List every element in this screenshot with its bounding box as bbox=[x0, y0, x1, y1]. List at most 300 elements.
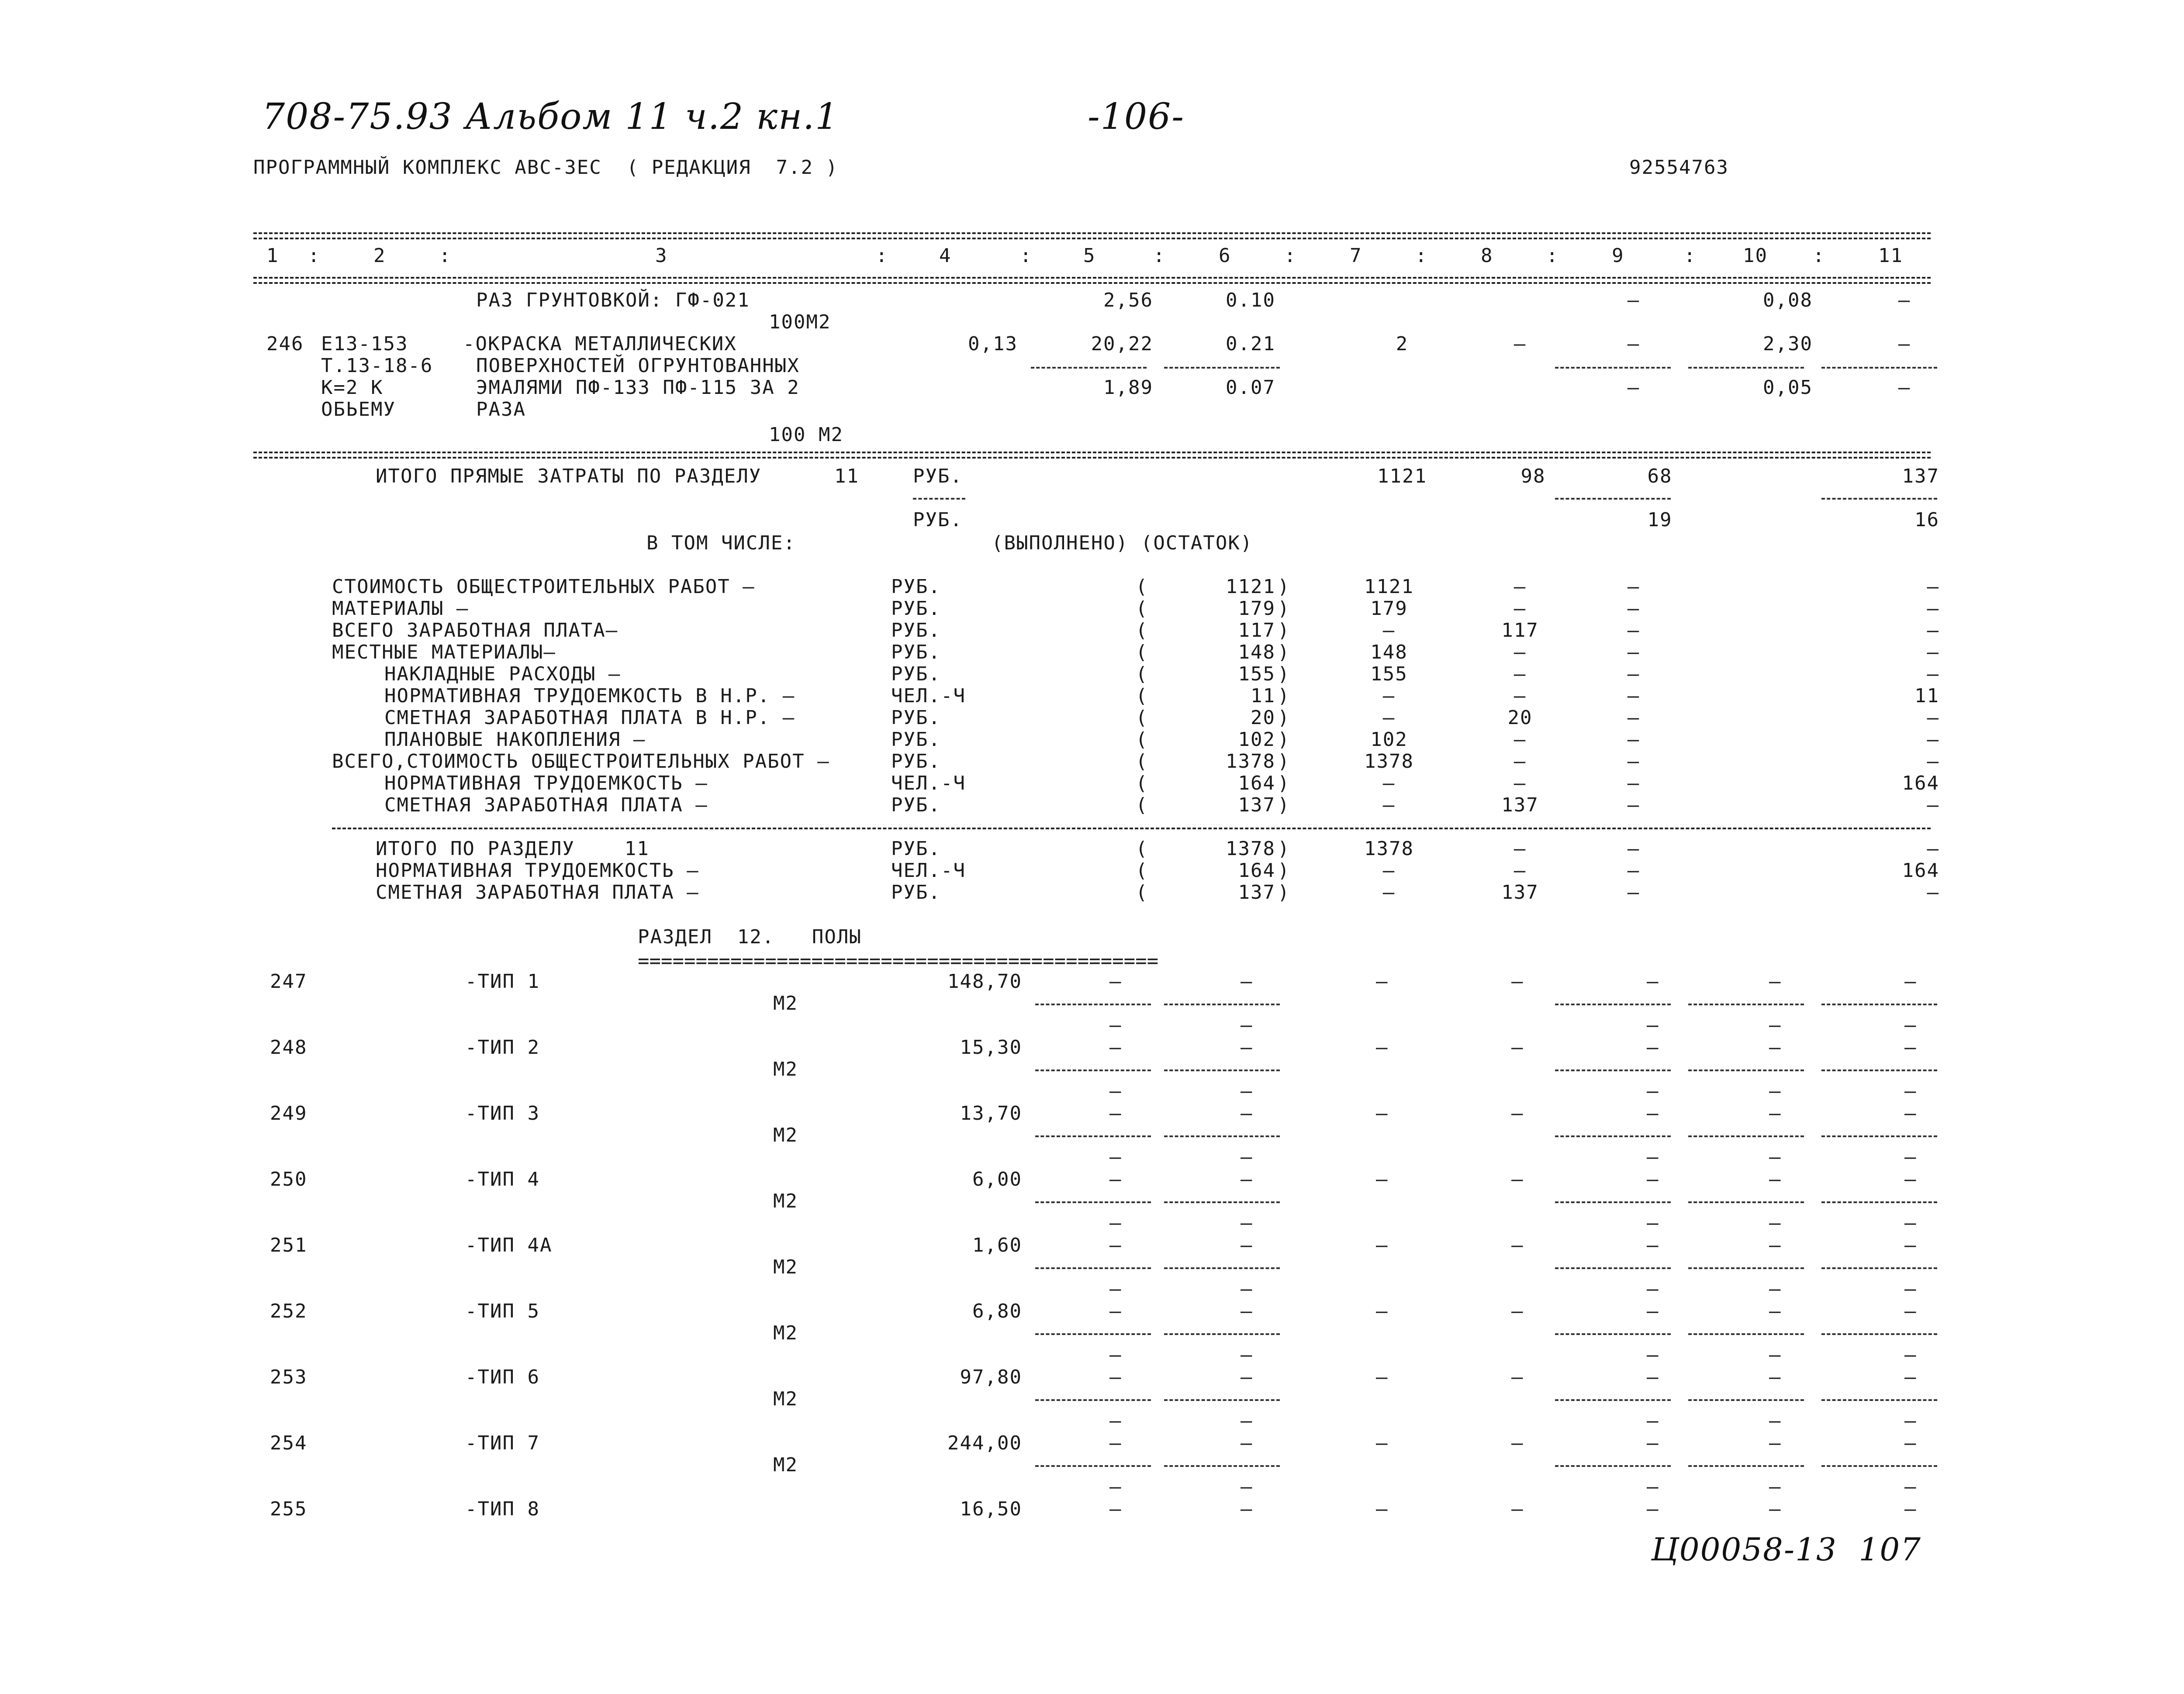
floor-item-unit: М2 bbox=[773, 1322, 798, 1344]
floor-item-subdash-1: – bbox=[1241, 1344, 1253, 1366]
floor-item-dash-6: – bbox=[1904, 1102, 1917, 1125]
breakdown-col8: – bbox=[1514, 576, 1527, 598]
floor-item-subdash-0: – bbox=[1109, 1410, 1122, 1432]
floor-item-dash-0: – bbox=[1109, 1498, 1122, 1520]
breakdown-col8: 137 bbox=[1501, 794, 1539, 816]
final-total-col9: – bbox=[1627, 881, 1640, 904]
continuation-unit: 100М2 bbox=[769, 311, 831, 333]
floor-item-subdash-2: – bbox=[1647, 1410, 1659, 1432]
breakdown-col11: – bbox=[1927, 619, 1939, 642]
floor-item-separator-1 bbox=[1164, 1135, 1280, 1137]
floor-item-dash-1: – bbox=[1241, 1036, 1253, 1059]
floor-item-subdash-3: – bbox=[1769, 1344, 1782, 1366]
floor-item-separator-0 bbox=[1035, 1267, 1151, 1269]
breakdown-col7: – bbox=[1382, 685, 1396, 707]
breakdown-unit: РУБ. bbox=[891, 663, 941, 685]
floor-item-dash-3: – bbox=[1511, 1498, 1524, 1520]
floor-item-dash-6: – bbox=[1904, 1498, 1917, 1520]
section-total-col9b: 19 bbox=[1647, 509, 1673, 531]
floor-item-subdash-2: – bbox=[1647, 1080, 1659, 1102]
floor-item-separator-2 bbox=[1555, 1333, 1671, 1335]
floor-item-separator-1 bbox=[1164, 1201, 1280, 1203]
breakdown-label: ВСЕГО ЗАРАБОТНАЯ ПЛАТА– bbox=[332, 619, 619, 642]
floor-item-dash-5: – bbox=[1769, 970, 1782, 993]
breakdown-col11: 164 bbox=[1902, 772, 1939, 794]
breakdown-value: 137 bbox=[1238, 794, 1275, 816]
continuation-description: РАЗ ГРУНТОВКОЙ: ГФ-021 bbox=[476, 289, 750, 311]
column-header-3: : bbox=[439, 245, 452, 267]
floor-item-dash-1: – bbox=[1241, 1168, 1253, 1190]
floor-item-subdash-0: – bbox=[1109, 1014, 1122, 1036]
floor-item-separator-1 bbox=[1164, 1070, 1280, 1071]
item-246-col10: 2,30 bbox=[1763, 333, 1813, 355]
continuation-col9: – bbox=[1627, 289, 1640, 311]
section-total-sep-col9 bbox=[1555, 498, 1671, 500]
column-header-6: 4 bbox=[939, 245, 952, 267]
breakdown-paren-open: ( bbox=[1136, 685, 1148, 707]
final-total-col11: – bbox=[1927, 838, 1939, 860]
floor-item-dash-5: – bbox=[1769, 1432, 1782, 1454]
breakdown-label: МАТЕРИАЛЫ – bbox=[332, 597, 469, 620]
floor-item-quantity: 1,60 bbox=[972, 1234, 1022, 1256]
breakdown-paren-open: ( bbox=[1136, 663, 1148, 685]
floor-item-dash-3: – bbox=[1511, 1168, 1524, 1190]
breakdown-value: 117 bbox=[1238, 619, 1275, 642]
column-header-13: : bbox=[1415, 245, 1428, 267]
continuation-col5: 2,56 bbox=[1103, 289, 1153, 311]
breakdown-value: 148 bbox=[1238, 641, 1275, 663]
item-246-sep-col11 bbox=[1821, 367, 1937, 369]
column-header-9: : bbox=[1153, 245, 1166, 267]
column-header-7: : bbox=[1020, 245, 1033, 267]
breakdown-col7: 1121 bbox=[1364, 576, 1414, 598]
final-total-paren-close: ) bbox=[1278, 859, 1290, 882]
floor-item-separator-4 bbox=[1821, 1399, 1937, 1401]
floor-item-subdash-3: – bbox=[1769, 1278, 1782, 1300]
item-246-col6: 0.21 bbox=[1226, 333, 1275, 355]
breakdown-paren-close: ) bbox=[1278, 685, 1290, 707]
final-total-col8: – bbox=[1514, 859, 1527, 882]
floor-item-dash-4: – bbox=[1647, 1366, 1659, 1388]
breakdown-col7: 148 bbox=[1370, 641, 1408, 663]
breakdown-col11: – bbox=[1927, 641, 1939, 663]
column-header-2: 2 bbox=[373, 245, 386, 267]
floor-item-subdash-2: – bbox=[1647, 1476, 1659, 1498]
floor-item-dash-1: – bbox=[1241, 1234, 1253, 1256]
floor-item-dash-2: – bbox=[1376, 1432, 1389, 1454]
floor-item-subdash-1: – bbox=[1241, 1014, 1253, 1036]
floor-item-dash-3: – bbox=[1511, 1102, 1524, 1125]
breakdown-col11: – bbox=[1927, 597, 1939, 620]
breakdown-value: 155 bbox=[1238, 663, 1275, 685]
floor-item-separator-2 bbox=[1555, 1399, 1671, 1401]
floor-item-dash-6: – bbox=[1904, 1432, 1917, 1454]
continuation-col6: 0.10 bbox=[1226, 289, 1275, 311]
floor-item-dash-0: – bbox=[1109, 970, 1122, 993]
floor-item-subdash-2: – bbox=[1647, 1014, 1659, 1036]
floor-item-dash-2: – bbox=[1376, 1366, 1389, 1388]
floor-item-separator-4 bbox=[1821, 1004, 1937, 1005]
section-total-section: 11 bbox=[834, 465, 859, 487]
breakdown-col11: – bbox=[1927, 576, 1939, 598]
breakdown-value: 1121 bbox=[1226, 576, 1275, 598]
document-code: 92554763 bbox=[1629, 156, 1729, 179]
breakdown-col11: – bbox=[1927, 663, 1939, 685]
breakdown-paren-open: ( bbox=[1136, 794, 1148, 816]
breakdown-unit: РУБ. bbox=[891, 597, 941, 620]
breakdown-paren-close: ) bbox=[1278, 641, 1290, 663]
floor-item-dash-5: – bbox=[1769, 1498, 1782, 1520]
floor-item-subdash-2: – bbox=[1647, 1146, 1659, 1168]
floor-item-quantity: 97,80 bbox=[960, 1366, 1022, 1388]
floor-item-subdash-2: – bbox=[1647, 1278, 1659, 1300]
breakdown-col8: – bbox=[1514, 641, 1527, 663]
breakdown-unit: РУБ. bbox=[891, 619, 941, 642]
floor-item-dash-1: – bbox=[1241, 1300, 1253, 1322]
breakdown-paren-open: ( bbox=[1136, 728, 1148, 751]
section-total-rule bbox=[253, 452, 1931, 459]
final-total-col8: 137 bbox=[1501, 881, 1539, 904]
floor-item-quantity: 6,00 bbox=[972, 1168, 1022, 1190]
breakdown-paren-close: ) bbox=[1278, 728, 1290, 751]
section-total-col9: 68 bbox=[1647, 465, 1673, 487]
floor-item-subdash-0: – bbox=[1109, 1212, 1122, 1234]
column-header-8: 5 bbox=[1083, 245, 1096, 267]
breakdown-col9: – bbox=[1627, 794, 1640, 816]
floor-item-dash-0: – bbox=[1109, 1300, 1122, 1322]
item-246-col8: – bbox=[1514, 333, 1527, 355]
breakdown-label: НАКЛАДНЫЕ РАСХОДЫ – bbox=[384, 663, 621, 685]
breakdown-col7: – bbox=[1382, 707, 1396, 729]
item-246-unit: 100 М2 bbox=[769, 424, 843, 446]
item-246-sep-col9 bbox=[1555, 367, 1671, 369]
continuation-col11: – bbox=[1898, 289, 1911, 311]
floor-item-subdash-3: – bbox=[1769, 1014, 1782, 1036]
column-header-0: 1 bbox=[266, 245, 279, 267]
column-header-15: : bbox=[1546, 245, 1559, 267]
floor-item-unit: М2 bbox=[773, 1388, 798, 1410]
breakdown-value: 102 bbox=[1238, 728, 1275, 751]
item-246-col11b: – bbox=[1898, 376, 1911, 399]
header-rule-top bbox=[253, 232, 1931, 239]
column-header-14: 8 bbox=[1481, 245, 1493, 267]
breakdown-col9: – bbox=[1627, 597, 1640, 620]
floor-item-dash-1: – bbox=[1241, 970, 1253, 993]
floor-item-number: 252 bbox=[270, 1300, 308, 1322]
final-total-rule bbox=[332, 828, 1931, 829]
item-246-col7: 2 bbox=[1396, 333, 1409, 355]
floor-item-separator-0 bbox=[1035, 1135, 1151, 1137]
floor-item-quantity: 244,00 bbox=[947, 1432, 1022, 1454]
section-total-sep-col11 bbox=[1821, 498, 1937, 500]
final-total-label: НОРМАТИВНАЯ ТРУДОЕМКОСТЬ – bbox=[376, 859, 699, 882]
floor-item-subdash-0: – bbox=[1109, 1146, 1122, 1168]
floor-item-subdash-0: – bbox=[1109, 1278, 1122, 1300]
floor-item-separator-2 bbox=[1555, 1201, 1671, 1203]
column-header-18: 10 bbox=[1743, 245, 1768, 267]
floor-item-separator-0 bbox=[1035, 1399, 1151, 1401]
item-246-number: 246 bbox=[266, 333, 304, 355]
floor-item-subdash-4: – bbox=[1904, 1146, 1917, 1168]
breakdown-paren-close: ) bbox=[1278, 772, 1290, 794]
floor-item-separator-4 bbox=[1821, 1201, 1937, 1203]
breakdown-paren-close: ) bbox=[1278, 576, 1290, 598]
breakdown-value: 11 bbox=[1251, 685, 1275, 707]
breakdown-paren-close: ) bbox=[1278, 597, 1290, 620]
breakdown-unit: РУБ. bbox=[891, 794, 941, 816]
floor-item-dash-4: – bbox=[1647, 1234, 1659, 1256]
section-total-col11: 137 bbox=[1902, 465, 1939, 487]
final-total-paren-open: ( bbox=[1136, 838, 1148, 860]
breakdown-col8: – bbox=[1514, 685, 1527, 707]
floor-item-subdash-3: – bbox=[1769, 1146, 1782, 1168]
floor-item-subdash-1: – bbox=[1241, 1278, 1253, 1300]
breakdown-label: НОРМАТИВНАЯ ТРУДОЕМКОСТЬ – bbox=[384, 772, 708, 794]
breakdown-label: СТОИМОСТЬ ОБЩЕСТРОИТЕЛЬНЫХ РАБОТ – bbox=[332, 576, 755, 598]
floor-item-subdash-1: – bbox=[1241, 1212, 1253, 1234]
floor-item-dash-5: – bbox=[1769, 1102, 1782, 1125]
floor-item-subdash-4: – bbox=[1904, 1212, 1917, 1234]
column-header-4: 3 bbox=[655, 245, 668, 267]
section-total-col11b: 16 bbox=[1914, 509, 1939, 531]
floor-item-separator-4 bbox=[1821, 1465, 1937, 1467]
column-header-16: 9 bbox=[1612, 245, 1624, 267]
floor-item-separator-2 bbox=[1555, 1465, 1671, 1467]
breakdown-col11: 11 bbox=[1914, 685, 1939, 707]
final-total-col9: – bbox=[1627, 838, 1640, 860]
floor-item-unit: М2 bbox=[773, 1256, 798, 1278]
floor-item-unit: М2 bbox=[773, 1454, 798, 1476]
floor-item-dash-2: – bbox=[1376, 1234, 1389, 1256]
breakdown-col11: – bbox=[1927, 750, 1939, 773]
section-total-col7: 1121 bbox=[1377, 465, 1427, 487]
floor-item-subdash-3: – bbox=[1769, 1476, 1782, 1498]
final-total-unit: РУБ. bbox=[891, 881, 941, 904]
floor-item-separator-1 bbox=[1164, 1399, 1280, 1401]
floor-item-quantity: 16,50 bbox=[960, 1498, 1022, 1520]
floor-item-separator-4 bbox=[1821, 1267, 1937, 1269]
floor-item-dash-4: – bbox=[1647, 970, 1659, 993]
floor-item-number: 251 bbox=[270, 1234, 308, 1256]
floor-item-dash-5: – bbox=[1769, 1300, 1782, 1322]
continuation-col10: 0,08 bbox=[1763, 289, 1813, 311]
breakdown-unit: РУБ. bbox=[891, 641, 941, 663]
floor-item-dash-1: – bbox=[1241, 1432, 1253, 1454]
floor-item-dash-3: – bbox=[1511, 1036, 1524, 1059]
breakdown-col9: – bbox=[1627, 750, 1640, 773]
final-total-label: ИТОГО ПО РАЗДЕЛУ 11 bbox=[376, 838, 650, 860]
floor-item-number: 249 bbox=[270, 1102, 308, 1125]
breakdown-label: СМЕТНАЯ ЗАРАБОТНАЯ ПЛАТА В Н.Р. – bbox=[384, 707, 795, 729]
floor-item-name: -ТИП 4А bbox=[465, 1234, 553, 1256]
section-12-underline: ============================================= bbox=[638, 950, 1159, 972]
final-total-paren-close: ) bbox=[1278, 881, 1290, 904]
floor-item-dash-5: – bbox=[1769, 1234, 1782, 1256]
floor-item-dash-4: – bbox=[1647, 1300, 1659, 1322]
final-total-label: СМЕТНАЯ ЗАРАБОТНАЯ ПЛАТА – bbox=[376, 881, 699, 904]
floor-item-number: 248 bbox=[270, 1036, 308, 1059]
column-header-5: : bbox=[876, 245, 888, 267]
breakdown-label: НОРМАТИВНАЯ ТРУДОЕМКОСТЬ В Н.Р. – bbox=[384, 685, 795, 707]
floor-item-number: 254 bbox=[270, 1432, 308, 1454]
floor-item-separator-0 bbox=[1035, 1333, 1151, 1335]
floor-item-separator-3 bbox=[1688, 1135, 1804, 1137]
floor-item-dash-0: – bbox=[1109, 1168, 1122, 1190]
including-label: В ТОМ ЧИСЛЕ: bbox=[646, 532, 796, 554]
floor-item-separator-0 bbox=[1035, 1465, 1151, 1467]
item-246-desc-2: ПОВЕРХНОСТЕЙ ОГРУНТОВАННЫХ bbox=[476, 355, 800, 377]
floor-item-separator-2 bbox=[1555, 1004, 1671, 1005]
floor-item-subdash-1: – bbox=[1241, 1476, 1253, 1498]
floor-item-dash-3: – bbox=[1511, 970, 1524, 993]
final-total-col7: – bbox=[1382, 859, 1396, 882]
item-246-code-1: Е13-153 bbox=[321, 333, 408, 355]
floor-item-dash-2: – bbox=[1376, 1300, 1389, 1322]
floor-item-name: -ТИП 3 bbox=[465, 1102, 540, 1125]
final-total-value: 1378 bbox=[1226, 838, 1275, 860]
breakdown-paren-open: ( bbox=[1136, 750, 1148, 773]
floor-item-dash-5: – bbox=[1769, 1036, 1782, 1059]
section-total-label: ИТОГО ПРЯМЫЕ ЗАТРАТЫ ПО РАЗДЕЛУ bbox=[376, 465, 762, 487]
floor-item-dash-6: – bbox=[1904, 1366, 1917, 1388]
column-header-20: 11 bbox=[1878, 245, 1903, 267]
breakdown-col11: – bbox=[1927, 728, 1939, 751]
floor-item-dash-2: – bbox=[1376, 1498, 1389, 1520]
breakdown-label: СМЕТНАЯ ЗАРАБОТНАЯ ПЛАТА – bbox=[384, 794, 708, 816]
breakdown-paren-close: ) bbox=[1278, 794, 1290, 816]
page-number: -106- bbox=[1088, 96, 1185, 138]
floor-item-dash-1: – bbox=[1241, 1498, 1253, 1520]
item-246-col11: – bbox=[1898, 333, 1911, 355]
floor-item-separator-2 bbox=[1555, 1267, 1671, 1269]
breakdown-col8: – bbox=[1514, 663, 1527, 685]
footer-stamp: Ц00058-13 107 bbox=[1651, 1531, 1921, 1568]
floor-item-subdash-4: – bbox=[1904, 1080, 1917, 1102]
item-246-code-2: Т.13-18-6 bbox=[321, 355, 433, 377]
column-header-1: : bbox=[308, 245, 321, 267]
breakdown-col7: – bbox=[1382, 619, 1396, 642]
final-total-col11: – bbox=[1927, 881, 1939, 904]
floor-item-separator-1 bbox=[1164, 1333, 1280, 1335]
floor-item-dash-0: – bbox=[1109, 1366, 1122, 1388]
item-246-col10b: 0,05 bbox=[1763, 376, 1813, 399]
floor-item-quantity: 148,70 bbox=[947, 970, 1022, 993]
breakdown-paren-open: ( bbox=[1136, 597, 1148, 620]
final-total-paren-open: ( bbox=[1136, 859, 1148, 882]
breakdown-paren-open: ( bbox=[1136, 707, 1148, 729]
item-246-col9b: – bbox=[1627, 376, 1640, 399]
section-12-title: РАЗДЕЛ 12. ПОЛЫ bbox=[638, 926, 862, 948]
breakdown-paren-close: ) bbox=[1278, 619, 1290, 642]
floor-item-separator-3 bbox=[1688, 1004, 1804, 1005]
floor-item-dash-6: – bbox=[1904, 1036, 1917, 1059]
breakdown-unit: ЧЕЛ.-Ч bbox=[891, 685, 966, 707]
floor-item-dash-4: – bbox=[1647, 1036, 1659, 1059]
final-total-col7: 1378 bbox=[1364, 838, 1414, 860]
floor-item-dash-6: – bbox=[1904, 1300, 1917, 1322]
floor-item-separator-1 bbox=[1164, 1465, 1280, 1467]
floor-item-dash-3: – bbox=[1511, 1234, 1524, 1256]
breakdown-label: МЕСТНЫЕ МАТЕРИАЛЫ– bbox=[332, 641, 556, 663]
breakdown-col8: 20 bbox=[1507, 707, 1533, 729]
floor-item-dash-4: – bbox=[1647, 1498, 1659, 1520]
breakdown-col7: 102 bbox=[1370, 728, 1408, 751]
floor-item-subdash-4: – bbox=[1904, 1410, 1917, 1432]
breakdown-paren-open: ( bbox=[1136, 576, 1148, 598]
floor-item-unit: М2 bbox=[773, 992, 798, 1014]
final-total-unit: ЧЕЛ.-Ч bbox=[891, 859, 966, 882]
breakdown-unit: ЧЕЛ.-Ч bbox=[891, 772, 966, 794]
floor-item-separator-3 bbox=[1688, 1333, 1804, 1335]
item-246-desc-4: РАЗА bbox=[476, 398, 526, 421]
column-header-19: : bbox=[1813, 245, 1825, 267]
final-total-value: 137 bbox=[1238, 881, 1275, 904]
floor-item-dash-3: – bbox=[1511, 1366, 1524, 1388]
breakdown-col7: 179 bbox=[1370, 597, 1408, 620]
breakdown-col9: – bbox=[1627, 576, 1640, 598]
breakdown-col9: – bbox=[1627, 772, 1640, 794]
breakdown-col7: – bbox=[1382, 794, 1396, 816]
floor-item-quantity: 13,70 bbox=[960, 1102, 1022, 1125]
breakdown-paren-open: ( bbox=[1136, 641, 1148, 663]
breakdown-paren-close: ) bbox=[1278, 707, 1290, 729]
floor-item-dash-2: – bbox=[1376, 1168, 1389, 1190]
final-total-unit: РУБ. bbox=[891, 838, 941, 860]
breakdown-col7: 1378 bbox=[1364, 750, 1414, 773]
breakdown-label: ПЛАНОВЫЕ НАКОПЛЕНИЯ – bbox=[384, 728, 646, 751]
breakdown-unit: РУБ. bbox=[891, 750, 941, 773]
breakdown-col8: – bbox=[1514, 772, 1527, 794]
floor-item-dash-4: – bbox=[1647, 1168, 1659, 1190]
album-reference: 708-75.93 Альбом 11 ч.2 кн.1 bbox=[262, 96, 839, 138]
floor-item-separator-0 bbox=[1035, 1004, 1151, 1005]
column-header-12: 7 bbox=[1350, 245, 1362, 267]
floor-item-separator-2 bbox=[1555, 1070, 1671, 1071]
breakdown-col9: – bbox=[1627, 685, 1640, 707]
floor-item-name: -ТИП 6 bbox=[465, 1366, 540, 1388]
floor-item-separator-4 bbox=[1821, 1333, 1937, 1335]
floor-item-dash-0: – bbox=[1109, 1102, 1122, 1125]
item-246-col4: 0,13 bbox=[968, 333, 1018, 355]
breakdown-col9: – bbox=[1627, 641, 1640, 663]
floor-item-subdash-1: – bbox=[1241, 1146, 1253, 1168]
floor-item-subdash-4: – bbox=[1904, 1344, 1917, 1366]
floor-item-subdash-4: – bbox=[1904, 1014, 1917, 1036]
floor-item-dash-6: – bbox=[1904, 1234, 1917, 1256]
program-title: ПРОГРАММНЫЙ КОМПЛЕКС АВС-3ЕС ( РЕДАКЦИЯ 7.2 ) bbox=[253, 156, 839, 179]
breakdown-col9: – bbox=[1627, 663, 1640, 685]
floor-item-number: 255 bbox=[270, 1498, 308, 1520]
item-246-sep-col6 bbox=[1164, 367, 1280, 369]
floor-item-dash-2: – bbox=[1376, 970, 1389, 993]
item-246-col6b: 0.07 bbox=[1226, 376, 1275, 399]
floor-item-name: -ТИП 4 bbox=[465, 1168, 540, 1190]
breakdown-unit: РУБ. bbox=[891, 707, 941, 729]
item-246-col5b: 1,89 bbox=[1103, 376, 1153, 399]
column-header-10: 6 bbox=[1219, 245, 1231, 267]
item-246-code-3: К=2 К bbox=[321, 376, 384, 399]
floor-item-dash-5: – bbox=[1769, 1168, 1782, 1190]
breakdown-value: 164 bbox=[1238, 772, 1275, 794]
floor-item-name: -ТИП 2 bbox=[465, 1036, 540, 1059]
final-total-col11: 164 bbox=[1902, 859, 1939, 882]
breakdown-col9: – bbox=[1627, 707, 1640, 729]
floor-item-separator-3 bbox=[1688, 1070, 1804, 1071]
floor-item-name: -ТИП 5 bbox=[465, 1300, 540, 1322]
floor-item-subdash-2: – bbox=[1647, 1212, 1659, 1234]
floor-item-separator-0 bbox=[1035, 1201, 1151, 1203]
done-rest-label: (ВЫПОЛНЕНО) (ОСТАТОК) bbox=[992, 532, 1253, 554]
